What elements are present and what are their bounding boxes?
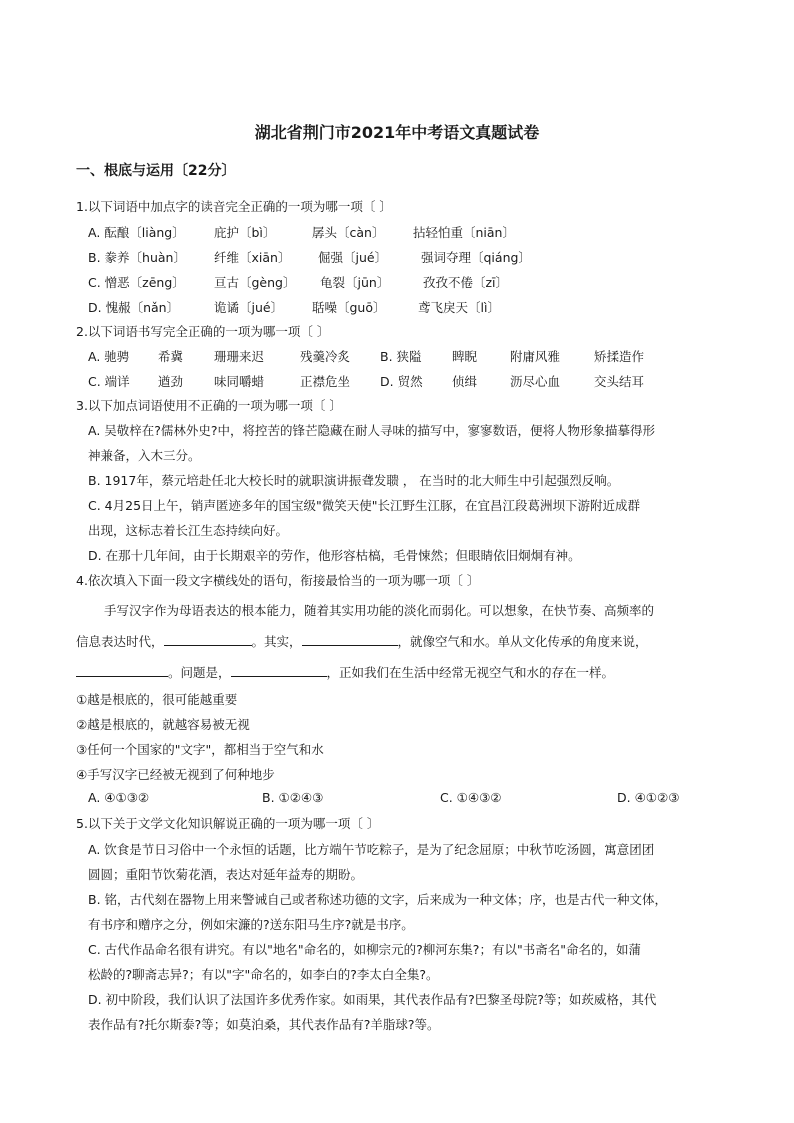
q4-sentence-4: ④手写汉字已经被无视到了何种地步 <box>76 767 275 782</box>
exam-page: 湖北省荆门市2021年中考语文真题试卷 一、根底与运用〔22分〕 1.以下词语中加点字的读音完全正确的一项为哪一项〔 〕 A. 酝酿〔liàng〕 庇护〔bì〕 孱头〔càn〕 拈轻怕重〔niān〕 B. 豢养〔huàn〕 纤维〔xiān〕 倔强〔jué〕 强词夺理〔qiáng〕 C. 憎恶〔zēng〕 亘古〔gèng〕 龟裂〔jūn〕 孜孜不倦〔zī〕 D. 愧赧〔nǎn〕 诡谲〔jué〕 聒噪〔guō〕 鸢飞戾天〔lì〕 2.以下词语书写完全正确的一项为哪一项〔 〕 A. 驰骋 希冀 珊珊来迟 残羹冷炙 B. 狭隘 睥睨 附庸风雅 矫揉造作 C. 端详 遒劲 味同嚼蜡 正襟危坐 D. 贸然 侦缉 沥尽心血 交头结耳 3.以下加点词语使用不正确的一项为哪一项〔 〕 A. 吴敬梓在?儒林外史?中，将控苦的锋芒隐藏在耐人寻味的描写中，寥寥数语，便将人物形象描摹得形 神兼备，入木三分。 B. 1917年，蔡元培赴任北大校长时的就职演讲振聋发聩 ， 在当时的北大师生中引起强烈反响。 C. 4月25日上午，销声匿迹多年的国宝级"微笑天使"长江野生江豚，在宜昌江段葛洲坝下游附近成群 出现，这标志着长江生态持续向好。 D. 在那十几年间，由于长期艰辛的劳作，他形容枯槁，毛骨悚然；但眼睛依旧炯炯有神。 4.依次填入下面一段文字横线处的语句，衔接最恰当的一项为哪一项〔 〕 手写汉字作为母语表达的根本能力，随着其实用功能的淡化而弱化。可以想象，在快节奏、高频率的 信息表达时代， 。其实， ，就像空气和水。单从文化传承的角度来说， 。问题是， ，正如我们在生活中经常无视空气和水的存在一样。 ①越是根底的，很可能越重要 ②越是根底的，就越容易被无视 ③任何一个国家的"文字"，都相当于空气和水 ④手写汉字已经被无视到了何种地步 A. ④①③② B. ①②④③ C. ①④③② D. ④①②③ 5.以下关于文学文化知识解说正确的一项为哪一项〔 〕 A. 饮食是节日习俗中一个永恒的话题，比方端午节吃粽子，是为了纪念屈原；中秋节吃汤圆，寓意团团 圆圆；重阳节饮菊花酒，表达对延年益寿的期盼。 B. 铭，古代刻在器物上用来警诫自己或者称述功德的文字，后来成为一种文体；序，也是古代一种文体， 有书序和赠序之分，例如宋濂的?送东阳马生序?就是书序。 C. 古代作品命名很有讲究。有以"地名"命名的，如柳宗元的?柳河东集?；有以"书斋名"命名的，如蒲 松龄的?聊斋志异?；有以"字"命名的，如李白的?李太白全集?。 D. 初中阶段，我们认识了法国许多优秀作家。如雨果，其代表作品有?巴黎圣母院?等；如莰威格，其代 表作品有?托尔斯泰?等；如莫泊桑，其代表作品有?羊脂球?等。 <box>0 0 794 1123</box>
q3-option-a-line2: 神兼备，入木三分。 <box>88 448 201 463</box>
q3-option-c-line1: C. 4月25日上午，销声匿迹多年的国宝级"微笑天使"长江野生江豚，在宜昌江段葛洲坝下游附近成群 <box>88 498 641 513</box>
q4-stem: 4.依次填入下面一段文字横线处的语句，衔接最恰当的一项为哪一项〔 〕 <box>76 573 480 588</box>
fill-blank-2[interactable] <box>302 633 398 646</box>
q5-option-d-line1: D. 初中阶段，我们认识了法国许多优秀作家。如雨果，其代表作品有?巴黎圣母院?等；如莰威格，其代 <box>88 992 657 1007</box>
q5-option-c-line2: 松龄的?聊斋志异?；有以"字"命名的，如李白的?李太白全集?。 <box>88 967 439 982</box>
q4-passage-line1: 手写汉字作为母语表达的根本能力，随着其实用功能的淡化而弱化。可以想象，在快节奏、高频率的 <box>104 603 655 618</box>
q3-option-a-line1: A. 吴敬梓在?儒林外史?中，将控苦的锋芒隐藏在耐人寻味的描写中，寥寥数语，便将人物形象描摹得形 <box>88 423 656 438</box>
q4-sentence-1: ①越是根底的，很可能越重要 <box>76 692 238 707</box>
q4-passage-line2: 信息表达时代， 。其实， ，就像空气和水。单从文化传承的角度来说， <box>76 634 648 649</box>
q4-sentence-2: ②越是根底的，就越容易被无视 <box>76 717 250 732</box>
q4-sentence-3: ③任何一个国家的"文字"，都相当于空气和水 <box>76 742 324 757</box>
q5-option-d-line2: 表作品有?托尔斯泰?等；如莫泊桑，其代表作品有?羊脂球?等。 <box>88 1017 440 1032</box>
q5-option-b-line2: 有书序和赠序之分，例如宋濂的?送东阳马生序?就是书序。 <box>88 917 414 932</box>
q5-stem: 5.以下关于文学文化知识解说正确的一项为哪一项〔 〕 <box>76 816 380 831</box>
q4-option-c: C. ①④③② <box>440 790 502 805</box>
q4-option-a: A. ④①③② <box>88 790 150 805</box>
q5-option-c-line1: C. 古代作品命名很有讲究。有以"地名"命名的，如柳宗元的?柳河东集?；有以"书斋名"命名的，如蒲 <box>88 942 641 957</box>
fill-blank-4[interactable] <box>231 664 327 677</box>
fill-blank-3[interactable] <box>76 664 168 677</box>
q4-option-d: D. ④①②③ <box>617 790 680 805</box>
q3-stem: 3.以下加点词语使用不正确的一项为哪一项〔 〕 <box>76 398 342 413</box>
page-title: 湖北省荆门市2021年中考语文真题试卷 <box>254 123 540 142</box>
q5-option-a-line1: A. 饮食是节日习俗中一个永恒的话题，比方端午节吃粽子，是为了纪念屈原；中秋节吃汤圆，寓意团团 <box>88 842 655 857</box>
q5-option-b-line1: B. 铭，古代刻在器物上用来警诫自己或者称述功德的文字，后来成为一种文体；序，也是古代一种文体， <box>88 892 668 907</box>
section-heading: 一、根底与运用〔22分〕 <box>76 163 236 179</box>
q2-stem: 2.以下词语书写完全正确的一项为哪一项〔 〕 <box>76 324 330 339</box>
q4-passage-line3: 。问题是， ，正如我们在生活中经常无视空气和水的存在一样。 <box>76 663 614 681</box>
q1-stem: 1.以下词语中加点字的读音完全正确的一项为哪一项〔 〕 <box>76 199 392 214</box>
q5-option-a-line2: 圆圆；重阳节饮菊花酒，表达对延年益寿的期盼。 <box>88 867 364 882</box>
fill-blank-1[interactable] <box>164 633 252 646</box>
q3-option-d: D. 在那十几年间，由于长期艰辛的劳作，他形容枯槁，毛骨悚然；但眼睛依旧炯炯有神。 <box>88 548 581 563</box>
q4-option-b: B. ①②④③ <box>262 790 324 805</box>
q3-option-b: B. 1917年，蔡元培赴任北大校长时的就职演讲振聋发聩 ， 在当时的北大师生中引起强烈反响。 <box>88 473 620 488</box>
q3-option-c-line2: 出现，这标志着长江生态持续向好。 <box>88 523 289 538</box>
